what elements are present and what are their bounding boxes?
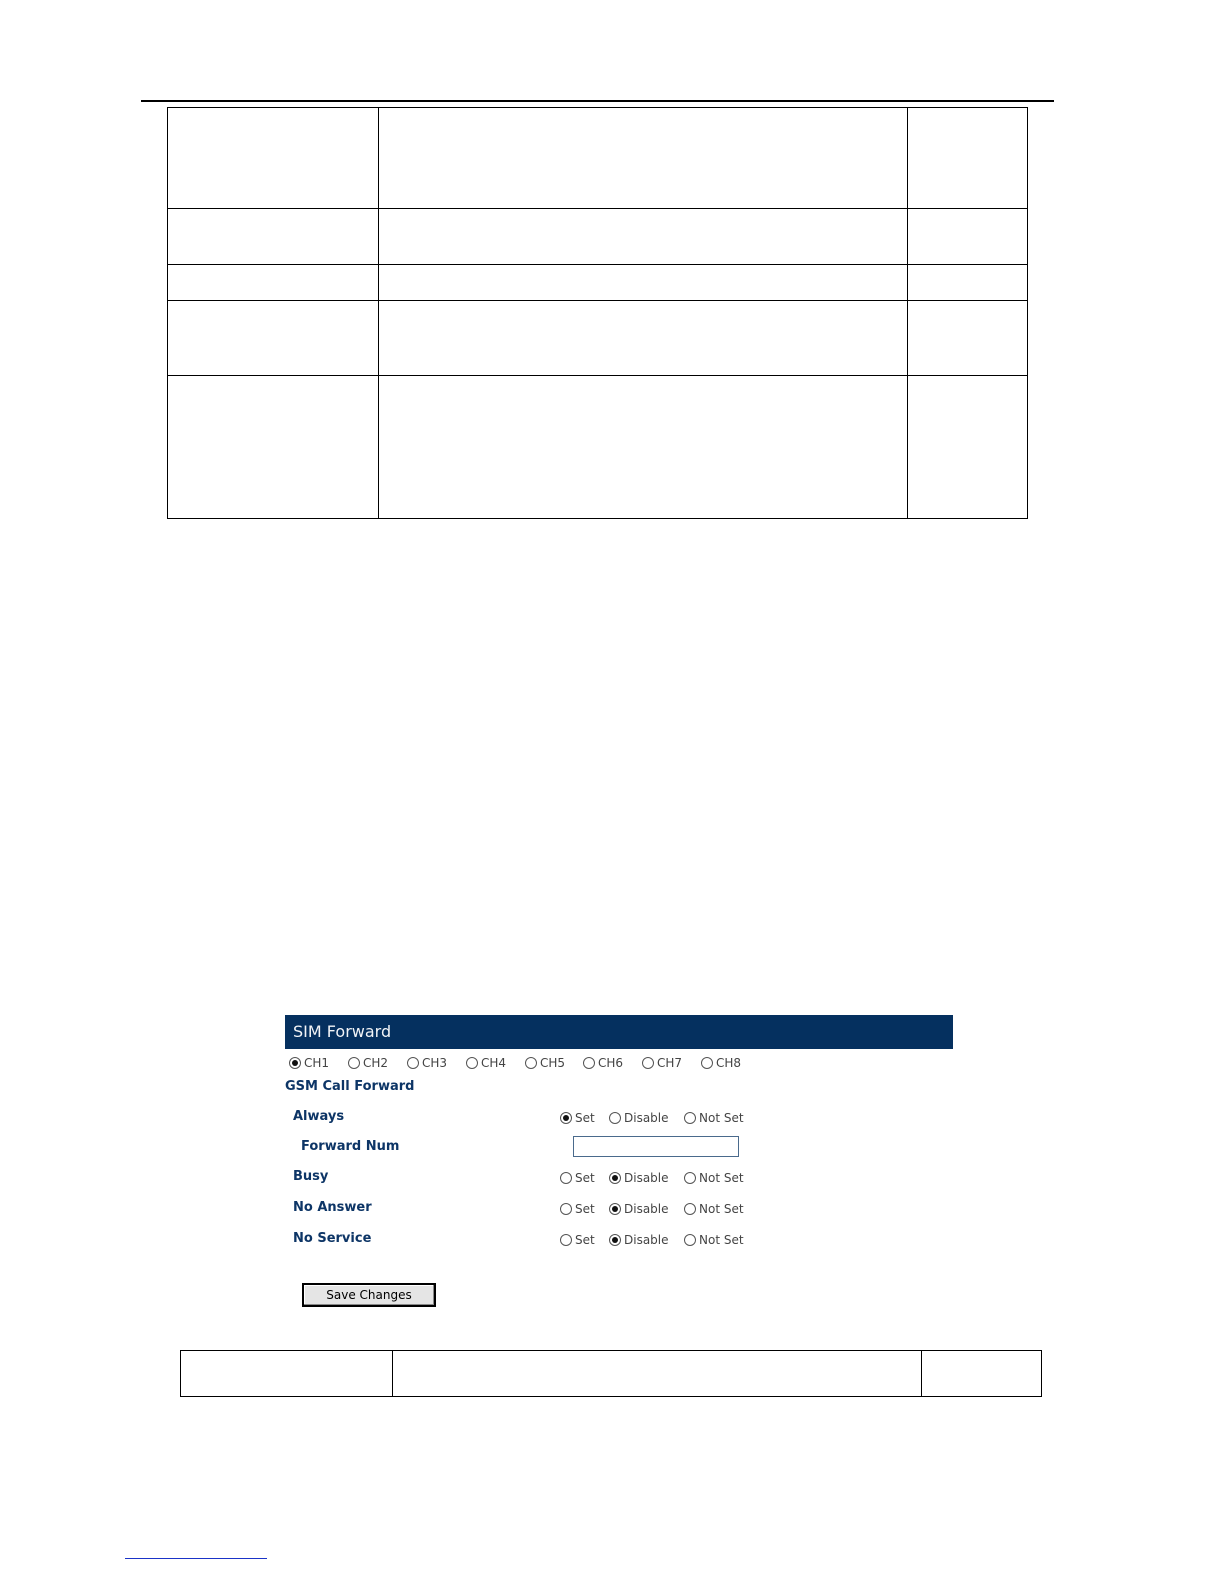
channel-radio-ch5[interactable]: CH5: [525, 1055, 565, 1071]
radio-icon[interactable]: [609, 1203, 621, 1215]
busy-set-radio[interactable]: Set: [560, 1170, 595, 1186]
page-header-rule: [141, 100, 1054, 102]
channel-radio-ch4[interactable]: CH4: [466, 1055, 506, 1071]
save-changes-button[interactable]: Save Changes: [302, 1283, 436, 1307]
no-answer-not-set-radio[interactable]: Not Set: [684, 1201, 744, 1217]
radio-icon[interactable]: [560, 1203, 572, 1215]
radio-icon[interactable]: [348, 1057, 360, 1069]
radio-icon[interactable]: [289, 1057, 301, 1069]
no-service-label: No Service: [293, 1231, 372, 1246]
radio-icon[interactable]: [525, 1057, 537, 1069]
radio-icon[interactable]: [560, 1112, 572, 1124]
no-answer-label: No Answer: [293, 1200, 372, 1215]
always-disable-radio[interactable]: Disable: [609, 1110, 669, 1126]
table-row: [168, 108, 1028, 209]
always-not-set-radio[interactable]: Not Set: [684, 1110, 744, 1126]
sim-forward-panel: [285, 1015, 953, 1315]
panel-title: SIM Forward: [285, 1015, 953, 1049]
radio-icon[interactable]: [684, 1234, 696, 1246]
section-title: GSM Call Forward: [285, 1079, 415, 1094]
channel-radio-ch7[interactable]: CH7: [642, 1055, 682, 1071]
radio-icon[interactable]: [609, 1112, 621, 1124]
forward-num-input[interactable]: [573, 1136, 739, 1157]
forward-num-label: Forward Num: [301, 1139, 400, 1154]
no-service-not-set-radio[interactable]: Not Set: [684, 1232, 744, 1248]
radio-icon[interactable]: [684, 1172, 696, 1184]
no-service-disable-radio[interactable]: Disable: [609, 1232, 669, 1248]
busy-label: Busy: [293, 1169, 329, 1184]
channel-radio-ch3[interactable]: CH3: [407, 1055, 447, 1071]
radio-icon[interactable]: [609, 1172, 621, 1184]
radio-icon[interactable]: [642, 1057, 654, 1069]
radio-icon[interactable]: [583, 1057, 595, 1069]
busy-disable-radio[interactable]: Disable: [609, 1170, 669, 1186]
no-service-set-radio[interactable]: Set: [560, 1232, 595, 1248]
radio-icon[interactable]: [466, 1057, 478, 1069]
footer-link-rule: [125, 1558, 267, 1559]
table-row: [168, 301, 1028, 376]
spec-table-top: [167, 107, 1028, 519]
channel-radio-ch2[interactable]: CH2: [348, 1055, 388, 1071]
table-row: [168, 265, 1028, 301]
no-answer-set-radio[interactable]: Set: [560, 1201, 595, 1217]
radio-icon[interactable]: [560, 1172, 572, 1184]
table-row: [181, 1351, 1042, 1397]
radio-icon[interactable]: [701, 1057, 713, 1069]
always-set-radio[interactable]: Set: [560, 1110, 595, 1126]
channel-radio-ch1[interactable]: CH1: [289, 1055, 329, 1071]
channel-radio-ch6[interactable]: CH6: [583, 1055, 623, 1071]
channel-selector: [289, 1055, 789, 1071]
spec-table-bottom: [180, 1350, 1042, 1397]
table-row: [168, 376, 1028, 519]
radio-icon[interactable]: [560, 1234, 572, 1246]
always-label: Always: [293, 1109, 345, 1124]
busy-not-set-radio[interactable]: Not Set: [684, 1170, 744, 1186]
radio-icon[interactable]: [684, 1112, 696, 1124]
no-answer-disable-radio[interactable]: Disable: [609, 1201, 669, 1217]
radio-icon[interactable]: [407, 1057, 419, 1069]
radio-icon[interactable]: [609, 1234, 621, 1246]
table-row: [168, 209, 1028, 265]
channel-radio-ch8[interactable]: CH8: [701, 1055, 741, 1071]
radio-icon[interactable]: [684, 1203, 696, 1215]
